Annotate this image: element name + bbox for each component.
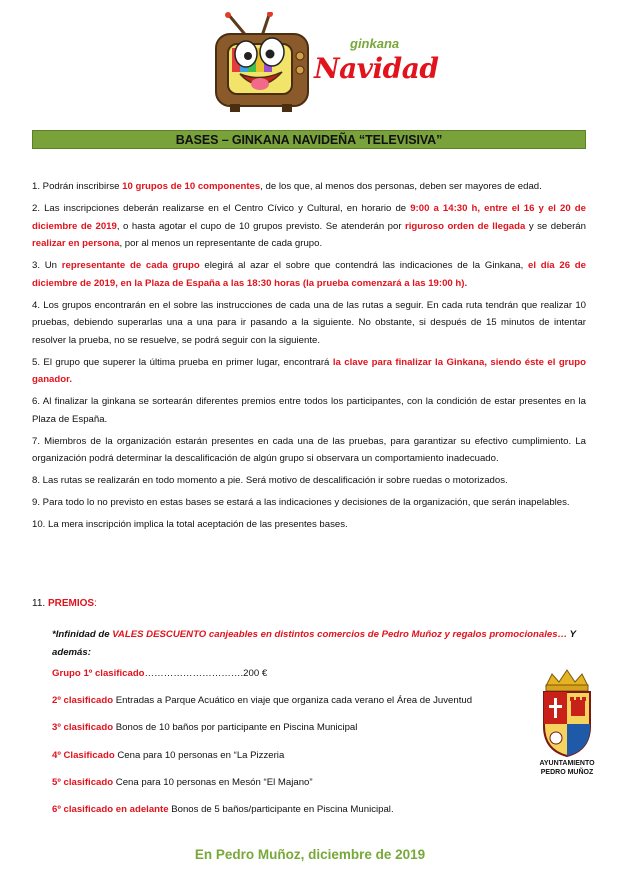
prize-place: 5º clasificado [52,776,114,788]
rule-item [32,257,586,292]
prize-row [52,722,522,749]
rule-text: 6. Al finalizar la ginkana se sortearán diferentes premios entre todos los participantes, con la condición de estar presentes en la Plaza de España. [32,396,586,425]
prize-description: Bonos de 10 baños por participante en Piscina Municipal [113,722,358,734]
rule-highlight: representante de cada grupo [61,260,200,271]
coat-of-arms-icon [524,668,610,758]
rule-text: , de los que, al menos dos personas, deben ser mayores de edad. [260,181,542,192]
prize-list [52,668,522,831]
intro-text: Y además: [52,629,576,658]
rule-highlight: la clave para finalizar la Ginkana, siendo éste el grupo ganador. [32,356,586,385]
rule-text: elegirá al azar el sobre que contendrá las indicaciones de la Ginkana, [199,260,529,271]
prize-place: 6º clasificado en adelante [52,803,169,815]
prize-description: ………………………….200 € [144,668,268,679]
prize-description: Entradas a Parque Acuático en viaje que organiza cada verano el Área de Juventud [113,695,473,707]
rule-highlight: riguroso orden de llegada [405,220,526,232]
prize-row [52,777,522,804]
rules-list [32,178,586,538]
premios-number: 11. [32,598,46,609]
rule-text: , o hasta agotar el cupo de 10 grupos previsto. Se atenderán por [116,220,406,232]
prize-place: 2º clasificado [52,695,114,707]
rule-text: 3. Un [32,260,62,271]
page-title: BASES – GINKANA NAVIDEÑA “TELEVISIVA” [32,130,586,149]
prize-description: Cena para 10 personas en Mesón “El Majano” [113,776,313,788]
prize-description: Cena para 10 personas en “La Pizzeria [114,749,285,761]
rule-text: 10. La mera inscripción implica la total aceptación de las presentes bases. [32,519,348,530]
rule-text: 5. El grupo que superer la última prueba en primer lugar, encontrará [32,356,333,368]
prize-row [52,668,522,695]
intro-highlight: VALES DESCUENTO canjeables en distintos comercios de Pedro Muñoz y regalos promocionales… [112,629,568,640]
rule-highlight: 9:00 a 14:30 h, entre el 16 y el 20 de diciembre de 2019 [32,203,586,232]
rule-text: 7. Miembros de la organización estarán presentes en cada una de las pruebas, para garantizar su efectivo cumplimiento. La organización podrá determinar la descalificación de algún grupo si observara un comportamiento inadecuado. [32,435,586,464]
prize-place: 4º Clasificado [52,749,115,761]
rule-item [32,354,586,389]
rule-text: 9. Para todo lo no previsto en estas bases se estará a las indicaciones y decisiones de la organización, que serán inapelables. [32,497,570,508]
crest-label-line1: AYUNTAMIENTO [539,760,595,767]
logo-big-text: Navidad [314,52,439,85]
rule-text: 2. Las inscripciones deberán realizarse en el Centro Cívico y Cultural, en horario de [32,203,411,214]
rule-highlight: realizar en persona [32,238,120,249]
rule-item [32,297,586,350]
footer-date: En Pedro Muñoz, diciembre de 2019 [194,847,426,862]
rule-item [32,200,586,253]
rule-text: , por al menos un representante de cada grupo. [119,238,323,249]
prize-row [52,750,522,777]
rule-item [32,472,586,490]
prize-place: 3º clasificado [52,722,114,734]
prize-description: Bonos de 5 baños/participante en Piscina Municipal. [168,803,394,815]
rule-item [32,494,586,512]
rule-item [32,516,586,534]
rule-highlight: el día 26 de diciembre de 2019, en la Plaza de España a las 18:30 horas (la prueba comenzará a las 19:00 h). [32,260,586,289]
premios-heading [32,598,97,609]
ginkana-navidad-logo [210,12,439,114]
crest-label [524,760,610,777]
rule-text: 1. Podrán inscribirse [32,181,123,192]
prize-row [52,695,522,722]
rule-text: 8. Las rutas se realizarán en todo momento a pie. Será motivo de descalificación ir sobre ruedas o motorizados. [32,475,508,486]
rule-item [32,178,586,196]
premios-intro [52,626,586,661]
rule-item [32,393,586,428]
rule-text: y se deberán [525,220,586,232]
crest-label-line2: PEDRO MUÑOZ [540,768,594,776]
premios-label: PREMIOS [47,598,95,609]
rule-text: 4. Los grupos encontrarán en el sobre las instrucciones de cada una de las rutas a seguir. En cada ruta tendrán que realizar 10 pruebas, debiendo superarlas una a una para ir pasando a la siguiente. No obstante, si después de 15 minutos de intentar resolver la prueba, no se resuelve, se podrá seguir con la siguiente. [32,299,586,346]
rule-highlight: 10 grupos de 10 componentes [122,181,261,192]
logo-small-text: ginkana [350,36,400,51]
premios-colon: : [94,598,97,609]
rule-item [32,433,586,468]
prize-row [52,804,522,831]
prize-place: Grupo 1º clasificado [52,668,145,679]
intro-text: *Infinidad de [52,629,113,640]
